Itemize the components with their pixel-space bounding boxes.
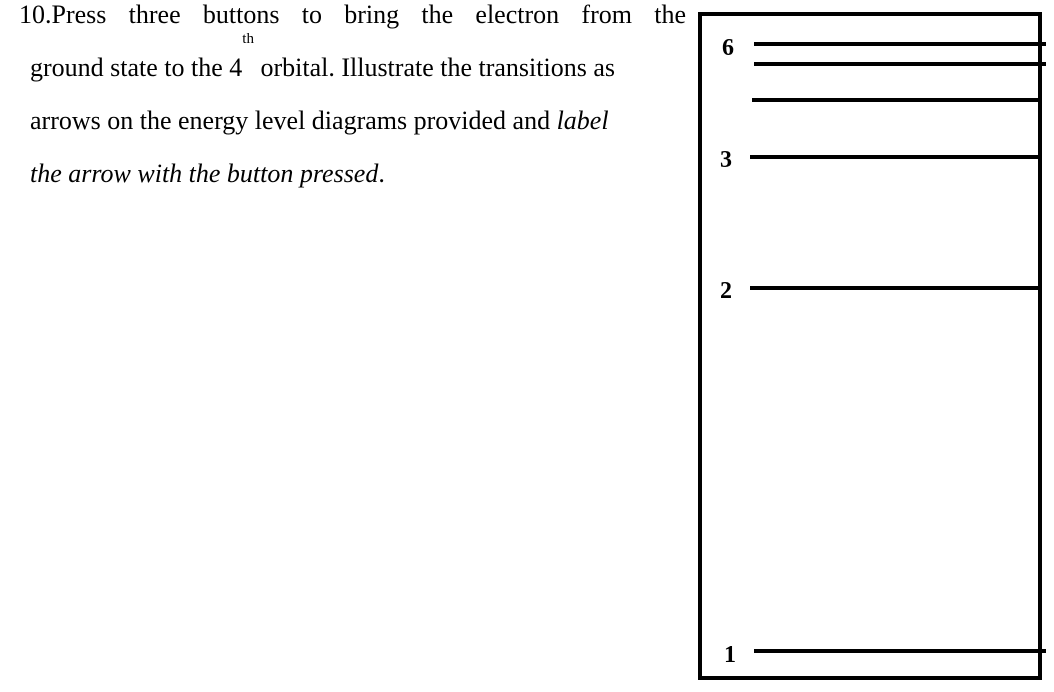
question-line-1: 10.Press three buttons to bring the electron from the — [19, 0, 686, 29]
question-line-2-start: ground state to the 4 — [30, 53, 243, 82]
question-line-4 — [0, 147, 686, 200]
energy-level-diagram — [698, 12, 1042, 680]
question-line-2-end: orbital. Illustrate the transitions as — [253, 53, 615, 82]
question-line-3-start: arrows on the energy level diagrams provided and — [30, 106, 557, 135]
energy-level-svg — [702, 16, 1046, 684]
question-line-4-period: . — [378, 159, 385, 188]
energy-level-1-label: 1 — [724, 642, 736, 668]
energy-level-2-label: 2 — [720, 278, 732, 304]
question-line-2 — [0, 31, 686, 94]
label-emphasis: label — [556, 106, 609, 135]
question-line-3 — [0, 94, 686, 147]
energy-level-6-label: 6 — [722, 35, 734, 61]
question-text — [0, 0, 686, 200]
ordinal-suffix: th — [242, 31, 254, 47]
energy-level-3-label: 3 — [720, 147, 732, 173]
question-line-4-italic: the arrow with the button pressed — [30, 159, 379, 188]
